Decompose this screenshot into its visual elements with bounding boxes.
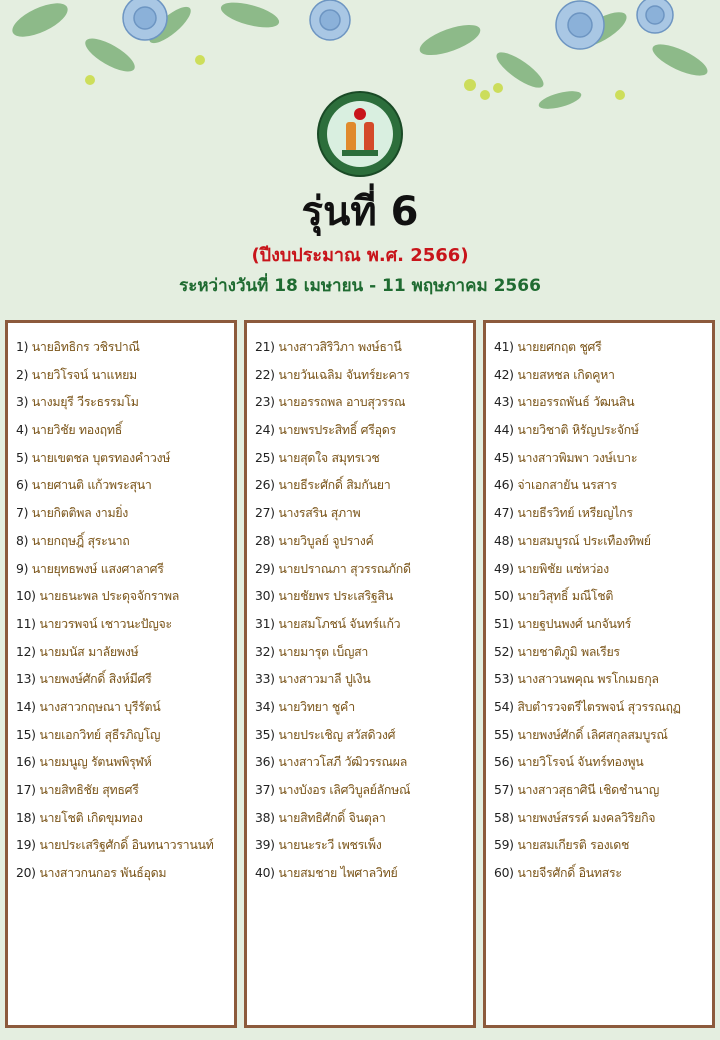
list-item (247, 582, 473, 610)
list-item-name: นายมนัส มาลัยพงษ์ (39, 643, 139, 659)
emblem-seal (316, 90, 404, 178)
list-item-name: นายพิชัย แซ่หว่อง (517, 560, 609, 576)
list-item (486, 665, 712, 693)
list-item-number: 21) (255, 339, 275, 354)
list-item (247, 333, 473, 361)
list-item (8, 333, 234, 361)
list-item-number: 56) (494, 754, 514, 770)
list-item-number: 11) (16, 615, 36, 631)
list-item-number: 31) (255, 615, 275, 631)
name-list-column-3 (483, 320, 715, 1028)
list-item-name: นายพงษ์สรรค์ มงคลวิริยกิจ (517, 809, 656, 825)
list-item-name: นายสิทธิชัย สุทธศรี (39, 782, 139, 797)
name-list-column-2 (244, 320, 476, 1028)
list-item-name: นายศานติ แก้วพระสุนา (31, 477, 152, 493)
list-item-number: 47) (494, 505, 514, 521)
list-item-number: 33) (255, 671, 275, 687)
list-item (486, 444, 712, 472)
list-item-number: 57) (494, 782, 514, 797)
list-item-number: 48) (494, 532, 514, 548)
list-item (247, 831, 473, 859)
list-item (247, 471, 473, 499)
list-item-name: นายอิทธิกร วชิรปาณี (31, 339, 140, 354)
list-item-name: นายวิสุทธิ์ มณีโชติ (517, 588, 614, 604)
list-item (486, 748, 712, 776)
list-item (8, 555, 234, 583)
list-item (247, 748, 473, 776)
list-item (8, 721, 234, 749)
list-item-number: 30) (255, 588, 275, 604)
list-item-number: 17) (16, 782, 36, 797)
list-item-name: นายมนูญ รัตนพพิรุฬห์ (39, 754, 152, 770)
list-item-name: นายชัยพร ประเสริฐสิน (278, 588, 393, 604)
list-item-name: นายวรพจน์ เชาวนะปัญจะ (39, 615, 172, 631)
list-item-name: นายสุดใจ สมุทรเวช (278, 449, 380, 465)
list-item (486, 831, 712, 859)
list-item (247, 555, 473, 583)
list-item-number: 7) (16, 505, 29, 521)
list-item (8, 416, 234, 444)
list-item (486, 582, 712, 610)
list-item (486, 388, 712, 416)
list-item-name: นายอรรถพันธ์ วัฒนสิน (517, 394, 635, 410)
list-item (8, 693, 234, 721)
list-item (486, 859, 712, 887)
list-item-name: นางสาวโสภี วัฒิวรรณผล (278, 754, 407, 770)
list-item-name: นายกิตติพล งามยิ่ง (31, 505, 129, 521)
list-item (8, 638, 234, 666)
list-item-name: นางรสริน สุภาพ (278, 505, 361, 521)
list-item-name: นายสหชล เกิดคูหา (517, 366, 615, 382)
list-item (8, 610, 234, 638)
list-item (247, 859, 473, 887)
list-item (247, 638, 473, 666)
list-item (486, 527, 712, 555)
list-item-name: นายนะระวี เพชรเพ็ง (278, 837, 382, 853)
list-item-name: นางสาวนพคุณ พรโกเมธกุล (517, 671, 659, 687)
list-item-name: นายยุทธพงษ์ แสงศาลาศรี (31, 560, 164, 576)
list-item-name: นายประเสริฐศักดิ์ อินทนาวรานนท์ (39, 837, 214, 853)
list-item-number: 23) (255, 394, 275, 410)
list-item-number: 1) (16, 339, 29, 354)
list-item-number: 3) (16, 394, 29, 410)
list-item-name: นายยศกฤต ชูศรี (517, 339, 602, 354)
list-item-number: 35) (255, 726, 275, 742)
list-item-number: 27) (255, 505, 275, 521)
list-item (247, 499, 473, 527)
list-item-number: 14) (16, 698, 36, 714)
list-item-number: 51) (494, 615, 514, 631)
list-item (486, 555, 712, 583)
list-item-name: นางสาวพิมพา วงษ์เบาะ (517, 449, 638, 465)
list-item-name: นายวิบูลย์ จูปรางค์ (278, 532, 374, 548)
list-item-number: 50) (494, 588, 514, 604)
list-item-name: นางมยุรี วีระธรรมโม (31, 394, 139, 410)
list-item-number: 22) (255, 366, 275, 382)
list-item-name: นายชาติภูมิ พลเรียร (517, 643, 620, 659)
list-item-name: นายวิโรจน์ นาแหยม (31, 366, 137, 382)
list-item-name: นายจีรศักดิ์ อินทสระ (517, 865, 622, 881)
list-item-name: นายสิทธิศักดิ์ จินตุลา (278, 809, 386, 825)
list-item-number: 18) (16, 809, 36, 825)
list-item-number: 28) (255, 532, 275, 548)
list-item (486, 776, 712, 804)
list-item (486, 416, 712, 444)
list-item (247, 804, 473, 832)
list-item-name: นายพงษ์ศักดิ์ เลิศสกุลสมบูรณ์ (517, 726, 668, 742)
list-item-number: 37) (255, 782, 275, 797)
date-range: ระหว่างวันที่ 18 เมษายน - 11 พฤษภาคม 2566 (179, 276, 541, 296)
list-item-name: นายสมเกียรติ รองเดช (517, 837, 630, 853)
list-item-number: 36) (255, 754, 275, 770)
list-item-number: 5) (16, 449, 29, 465)
list-item (247, 416, 473, 444)
list-item-number: 58) (494, 809, 514, 825)
list-item (8, 499, 234, 527)
list-item-number: 29) (255, 560, 275, 576)
list-item-name: นางสาวกฤษณา บุรีรัตน์ (39, 698, 161, 714)
list-item-name: นายเอกวิทย์ สุธีรภิญโญ (39, 726, 161, 742)
list-item (8, 776, 234, 804)
list-item-number: 4) (16, 422, 29, 438)
list-item-number: 46) (494, 477, 514, 493)
list-item-number: 40) (255, 865, 275, 881)
list-item-number: 38) (255, 809, 275, 825)
list-item-number: 34) (255, 698, 275, 714)
list-item-name: นายพรประสิทธิ์ ศรีอุดร (278, 422, 396, 438)
list-item-name: นายสมโภชน์ จันทร์แก้ว (278, 615, 401, 631)
list-item-number: 43) (494, 394, 514, 410)
list-item-name: นางสาวสุธาศินี เชิดชำนาญ (517, 782, 660, 797)
list-item (247, 361, 473, 389)
list-item (247, 721, 473, 749)
list-item (247, 610, 473, 638)
list-item (486, 693, 712, 721)
list-item-name: นางสาวกนกอร พันธ์อุดม (39, 865, 167, 881)
list-item-name: นายมารุต เบ็ญสา (278, 643, 369, 659)
list-item-number: 9) (16, 560, 29, 576)
list-item-number: 10) (16, 588, 36, 604)
list-item-number: 12) (16, 643, 36, 659)
list-item-name: สิบตำรวจตรีไตรพจน์ สุวรรณฤฏ (517, 698, 681, 714)
list-item-number: 8) (16, 532, 29, 548)
list-item-number: 2) (16, 366, 29, 382)
list-item-number: 41) (494, 339, 514, 354)
list-item-name: นายวันเฉลิม จันทร์ยะคาร (278, 366, 410, 382)
list-item-name: นางสาวสิริวิภา พงษ์ธานี (278, 339, 402, 354)
list-item-name: นายสมบูรณ์ ประเทืองทิพย์ (517, 532, 651, 548)
list-item-number: 15) (16, 726, 36, 742)
list-item-number: 59) (494, 837, 514, 853)
list-item-name: นายวิชาติ หิรัญประจักษ์ (517, 422, 639, 438)
list-item-name: นายประเชิญ สวัสดิวงศ์ (278, 726, 396, 742)
list-item (486, 804, 712, 832)
list-item (8, 471, 234, 499)
list-item (8, 444, 234, 472)
list-item-number: 13) (16, 671, 36, 687)
list-item (486, 471, 712, 499)
list-item-name: นายวิชัย ทองฤทธิ์ (31, 422, 123, 438)
list-item-number: 19) (16, 837, 36, 853)
list-item (247, 444, 473, 472)
list-item-name: นายอรรถพล อาบสุวรรณ (278, 394, 406, 410)
list-item-name: นางบังอร เลิศวิบูลย์ลักษณ์ (278, 782, 411, 797)
name-list-column-1 (5, 320, 237, 1028)
list-item-name: นายธีรวิทย์ เหรียญไกร (517, 505, 633, 521)
list-item (247, 776, 473, 804)
list-item-number: 26) (255, 477, 275, 493)
list-item-number: 39) (255, 837, 275, 853)
fiscal-year-subtitle: (ปีงบประมาณ พ.ศ. 2566) (251, 245, 469, 266)
list-item-number: 53) (494, 671, 514, 687)
list-item-name: นายพงษ์ศักดิ์ สิงห์มีศรี (39, 671, 152, 687)
list-item (247, 693, 473, 721)
list-item-name: จ่าเอกสายัน นรสาร (517, 477, 617, 493)
list-item-number: 54) (494, 698, 514, 714)
list-item (486, 721, 712, 749)
list-item-number: 20) (16, 865, 36, 881)
list-item-name: นายวิโรจน์ จันทร์ทองพูน (517, 754, 644, 770)
list-item (486, 333, 712, 361)
list-item-number: 16) (16, 754, 36, 770)
list-item-name: นางสาวมาลี ปูเงิน (278, 671, 371, 687)
list-item-name: นายปราณภา สุวรรณภักดี (278, 560, 411, 576)
list-item (8, 804, 234, 832)
list-item-number: 25) (255, 449, 275, 465)
list-item-number: 44) (494, 422, 514, 438)
list-item-number: 49) (494, 560, 514, 576)
list-item-number: 52) (494, 643, 514, 659)
list-item (8, 831, 234, 859)
list-item-name: นายโชติ เกิดขุมทอง (39, 809, 143, 825)
list-item-name: นายธนะพล ประดุจจักราพล (39, 588, 180, 604)
list-item (486, 361, 712, 389)
list-item (486, 638, 712, 666)
list-item-name: นายธีระศักดิ์ สิมกันยา (278, 477, 391, 493)
list-item (8, 665, 234, 693)
list-item-number: 60) (494, 865, 514, 881)
list-item (486, 610, 712, 638)
list-item-name: นายเขตชล บุตรทองคำวงษ์ (31, 449, 171, 465)
list-item-name: นายฐปนพงศ์ นกจันทร์ (517, 615, 631, 631)
list-item (247, 527, 473, 555)
list-item (247, 665, 473, 693)
list-item-number: 55) (494, 726, 514, 742)
page-title: รุ่นที่ 6 (301, 189, 419, 235)
list-item (486, 499, 712, 527)
list-item (247, 388, 473, 416)
list-item (8, 582, 234, 610)
list-item-number: 42) (494, 366, 514, 382)
list-item-name: นายสมชาย ไพศาลวิทย์ (278, 865, 398, 881)
list-item (8, 388, 234, 416)
list-item-name: นายกฤษฎิ์ สุระนาถ (31, 532, 130, 548)
list-item-number: 32) (255, 643, 275, 659)
list-item (8, 859, 234, 887)
list-item-number: 45) (494, 449, 514, 465)
list-item-number: 6) (16, 477, 29, 493)
list-item (8, 527, 234, 555)
list-item-number: 24) (255, 422, 275, 438)
list-item-name: นายวิทยา ชูคำ (278, 698, 355, 714)
list-item (8, 748, 234, 776)
list-item (8, 361, 234, 389)
